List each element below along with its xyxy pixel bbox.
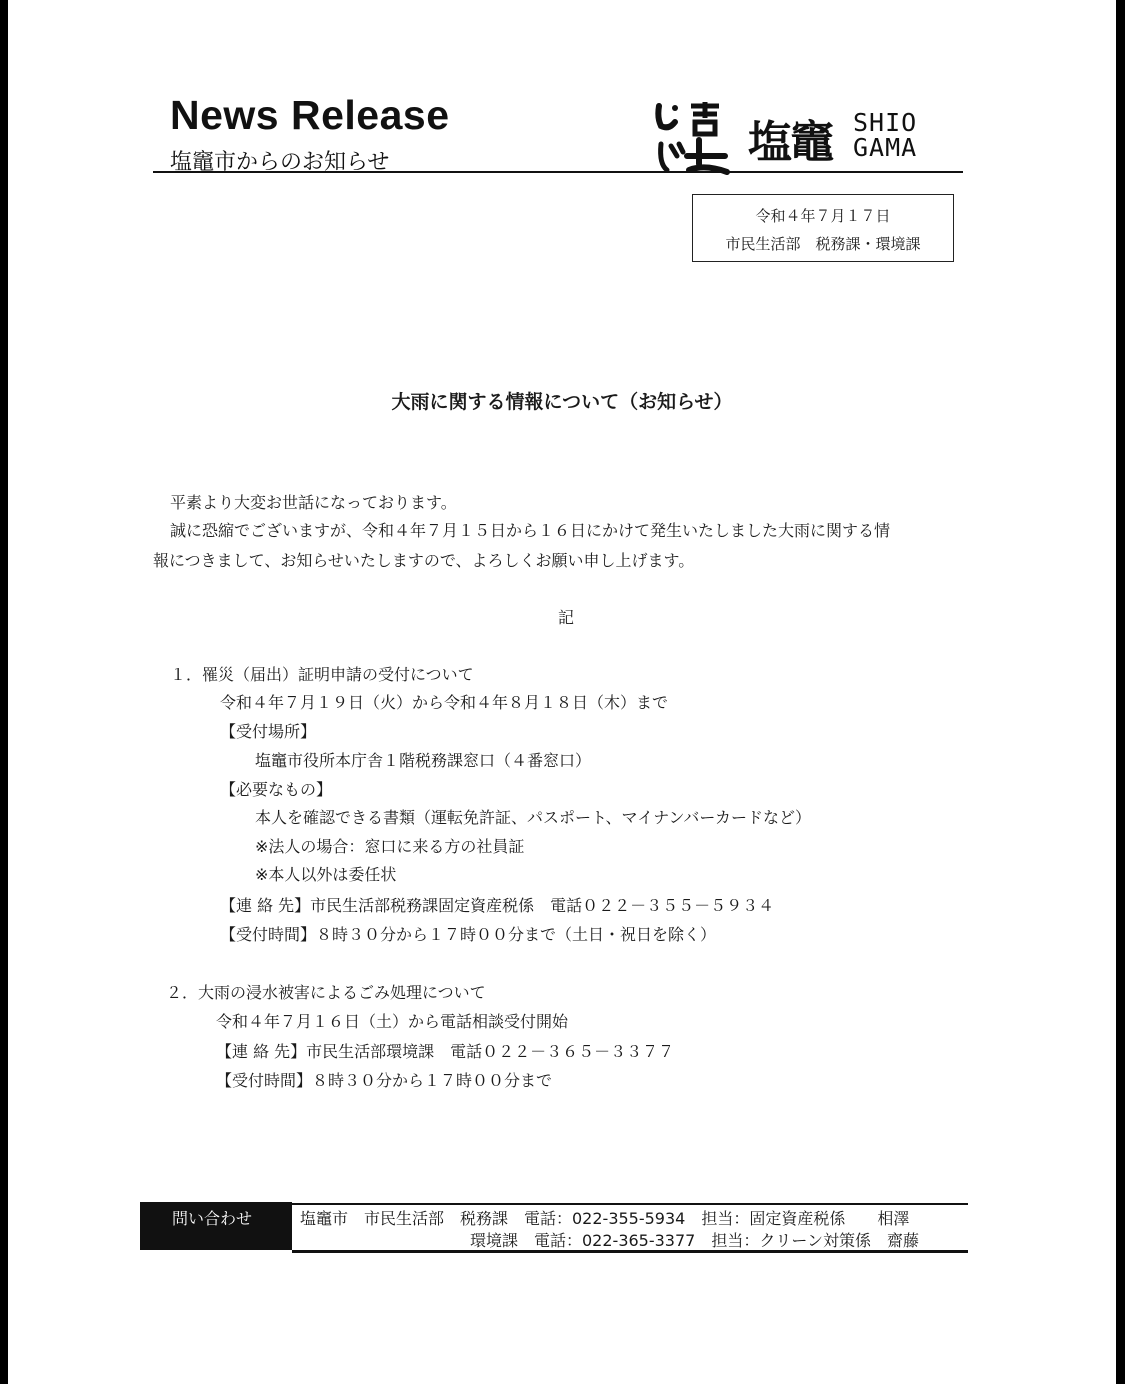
section-1-hours: 【受付時間】８時３０分から１７時００分まで（土日・祝日を除く） [220,925,717,944]
section-1-contact: 【連 絡 先】市民生活部税務課固定資産税係 電話０２２－３５５－５９３４ [220,896,775,915]
section-1-heading: １．罹災（届出）証明申請の受付について [170,665,474,684]
section-2-period: 令和４年７月１６日（土）から電話相談受付開始 [216,1012,569,1031]
section-2-hours: 【受付時間】８時３０分から１７時００分まで [216,1071,553,1090]
date-box [692,194,954,262]
document-page [8,0,1116,1384]
logo-kanji: 塩竈 [748,117,832,168]
section-1-needs-label: 【必要なもの】 [220,780,333,799]
inquiry-footer [140,1202,968,1252]
news-release-subtitle: 塩竈市からのお知らせ [170,150,390,175]
release-date: 令和４年７月１７日 [755,207,891,225]
section-1-needs-3: ※本人以外は委任状 [255,865,397,884]
intro-line-3: 報につきまして、お知らせいたしますので、よろしくお願い申し上げます。 [153,551,695,570]
footer-bottom-rule [292,1250,968,1253]
news-release-title: News Release [170,92,450,138]
footer-top-rule [292,1203,968,1205]
section-1-place: 塩竈市役所本庁舎１階税務課窓口（４番窓口） [255,751,592,770]
logo-latin-line-2: GAMA [853,133,918,162]
issuing-department: 市民生活部 税務課・環境課 [725,235,921,253]
inquiry-label-box [140,1202,292,1250]
header-divider [153,171,963,173]
section-2-contact: 【連 絡 先】市民生活部環境課 電話０２２－３６５－３３７７ [216,1042,675,1061]
inquiry-row-tax: 塩竈市 市民生活部 税務課 電話：022-355-5934 担当：固定資産税係 相澤 [300,1209,910,1228]
document-title: 大雨に関する情報について（お知らせ） [391,391,733,413]
section-1-needs-1: 本人を確認できる書類（運転免許証、パスポート、マイナンバーカードなど） [255,808,812,827]
logo-latin [853,110,917,160]
section-1-period: 令和４年７月１９日（火）から令和４年８月１８日（木）まで [220,693,669,712]
section-1-place-label: 【受付場所】 [220,722,317,741]
intro-line-1: 平素より大変お世話になっております。 [170,493,457,512]
inquiry-row-env: 環境課 電話：022-365-3377 担当：クリーン対策係 齋藤 [470,1231,920,1250]
section-1-needs-2: ※法人の場合：窓口に来る方の社員証 [255,837,525,856]
logo-latin-line-1: SHIO [853,108,918,137]
section-2-heading: ２．大雨の浸水被害によるごみ処理について [166,983,486,1002]
ki-marker: 記 [558,608,575,627]
shiogama-logo-icon [653,100,733,178]
intro-line-2: 誠に恐縮でございますが、令和４年７月１５日から１６日にかけて発生いたしました大雨に関する情 [170,521,891,540]
inquiry-label: 問い合わせ [172,1209,253,1228]
